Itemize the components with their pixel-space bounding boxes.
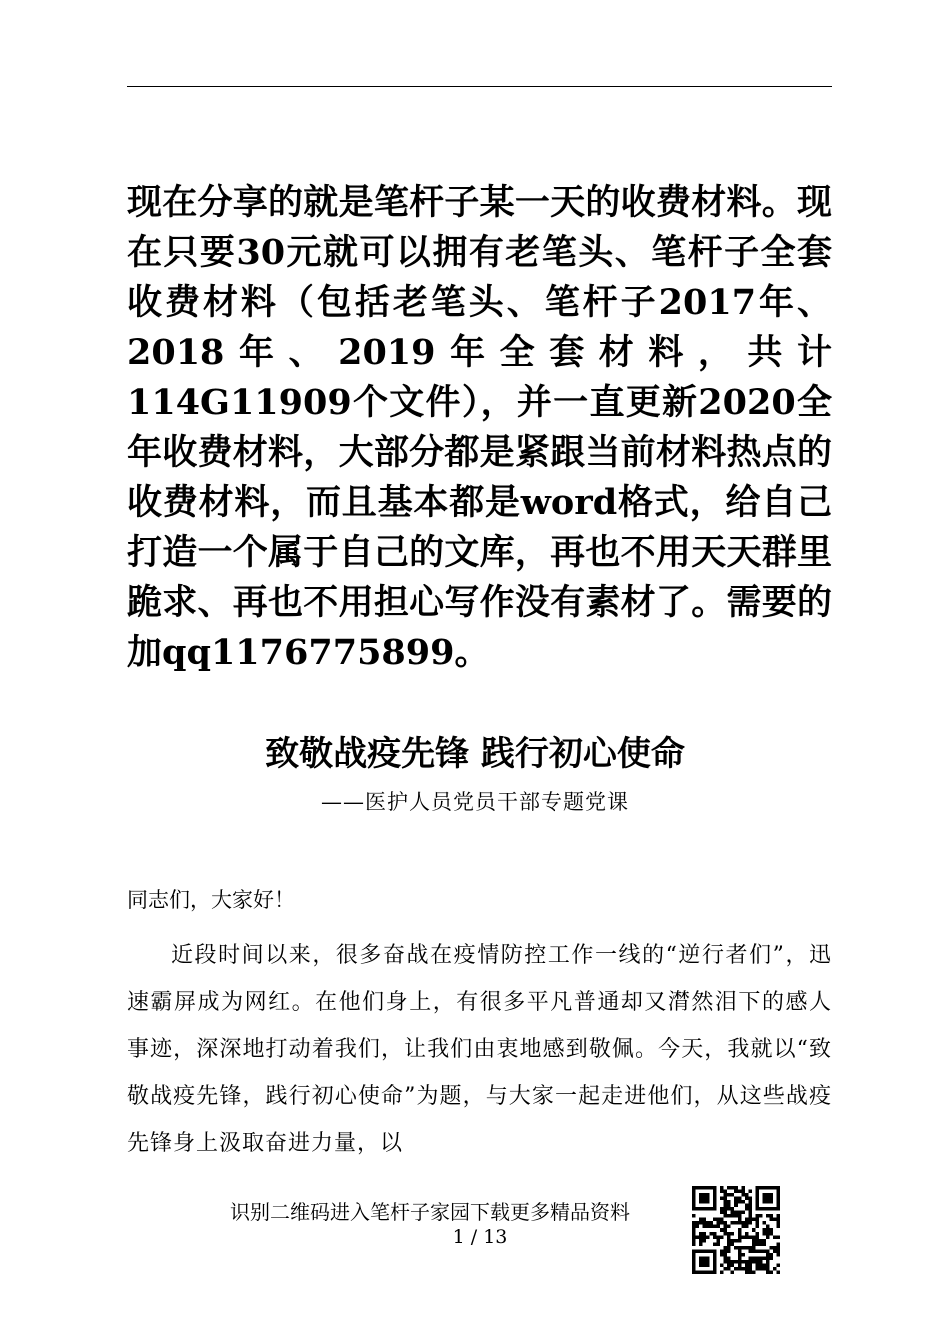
qr-code-icon[interactable] <box>692 1186 780 1274</box>
article-title: 致敬战疫先锋 践行初心使命 <box>265 734 685 774</box>
greeting: 同志们，大家好！ <box>127 888 295 912</box>
header-rule <box>127 86 832 87</box>
article-subtitle: ——医护人员党员干部专题党课 <box>321 790 629 814</box>
promo-paragraph: 现在分享的就是笔杆子某一天的收费材料。现在只要30元就可以拥有老笔头、笔杆子全套收费材料（包括老笔头、笔杆子2017年、2018年、2019年全套材料，共计114G11909个文件），并一直更新2020全年收费材料，大部分都是紧跟当前材料热点的收费材料，而且基本都是word格式，给自己打造一个属于自己的文库，再也不用天天群里跪求、再也不用担心写作没有素材了。需要的加qq1176775899。 <box>127 182 832 673</box>
qr-caption: 识别二维码进入笔杆子家园下载更多精品资料 <box>230 1200 630 1224</box>
body-paragraph: 近段时间以来，很多奋战在疫情防控工作一线的“逆行者们”，迅速霸屏成为网红。在他们身上，有很多平凡普通却又潸然泪下的感人事迹，深深地打动着我们，让我们由衷地感到敬佩。今天，我就以“致敬战疫先锋，践行初心使命”为题，与大家一起走进他们，从这些战疫先锋身上汲取奋进力量，以 <box>127 943 832 1156</box>
page-number: 1 / 13 <box>452 1226 508 1248</box>
